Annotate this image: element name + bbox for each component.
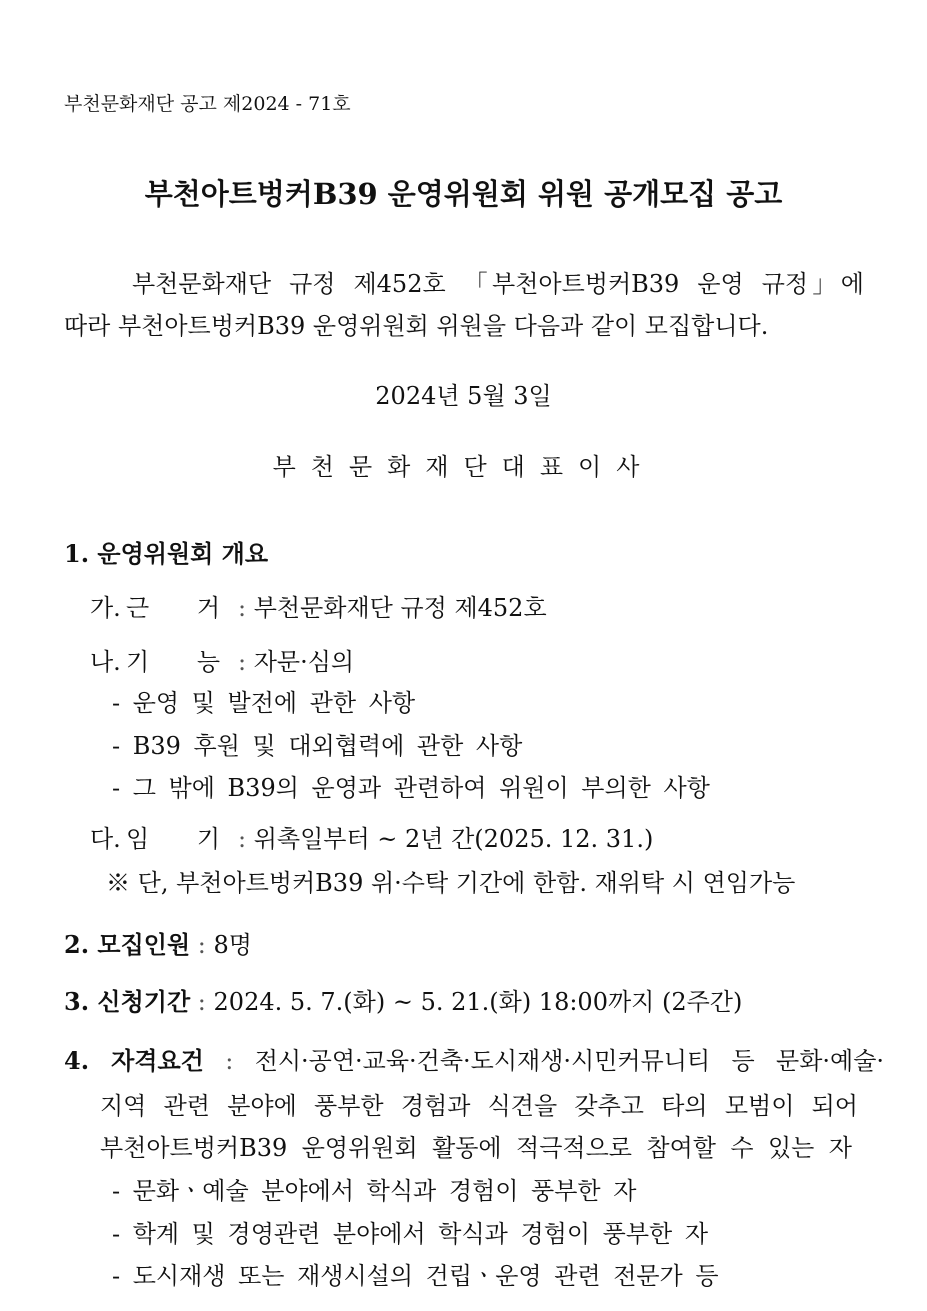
- page-title: 부천아트벙커B39 운영위원회 위원 공개모집 공고: [144, 177, 783, 211]
- term-separator: :: [238, 825, 247, 853]
- application-period: 2024. 5. 7.(화) ~ 5. 21.(화) 18:00까지 (2주간): [213, 988, 743, 1016]
- notice-number: 부천문화재단 공고 제2024 - 71호: [64, 93, 351, 115]
- intro-line-1: 부천문화재단 규정 제452호 「부천아트벙커B39 운영 규정」에: [132, 270, 864, 298]
- term-label: 임 기: [126, 825, 220, 853]
- function-item: - B39 후원 및 대외협력에 관한 사항: [112, 732, 523, 760]
- basis-value: 부천문화재단 규정 제452호: [253, 594, 547, 622]
- basis-label: 근 거: [126, 594, 220, 622]
- recruit-count: 8명: [213, 931, 252, 959]
- qualification-item: - 문화ㆍ예술 분야에서 학식과 경험이 풍부한 자: [112, 1177, 637, 1205]
- basis-row: [90, 592, 547, 624]
- function-marker: 나.: [90, 648, 121, 676]
- section-2-heading: 2. 모집인원: [64, 930, 191, 959]
- signer: 부천문화재단대표이사: [272, 453, 655, 481]
- announcement-date: 2024년 5월 3일: [375, 382, 552, 410]
- section-3-row: [64, 986, 742, 1018]
- qualification-item: - 학계 및 경영관련 분야에서 학식과 경험이 풍부한 자: [112, 1220, 709, 1248]
- qualification-item: - 도시재생 또는 재생시설의 건립ㆍ운영 관련 전문가 등: [112, 1262, 719, 1290]
- section-3-heading: 3. 신청기간: [64, 987, 191, 1016]
- section-4-separator: :: [225, 1047, 234, 1075]
- function-separator: :: [238, 648, 247, 676]
- section-2-separator: :: [197, 931, 206, 959]
- basis-marker: 가.: [90, 594, 121, 622]
- basis-separator: :: [238, 594, 247, 622]
- function-item: - 그 밖에 B39의 운영과 관련하여 위원이 부의한 사항: [112, 774, 710, 802]
- function-label: 기 능: [126, 648, 220, 676]
- function-row: [90, 646, 354, 678]
- section-4-heading: 4. 자격요건: [64, 1046, 204, 1075]
- section-3-separator: :: [197, 988, 206, 1016]
- qualification-line-1: 전시·공연·교육·건축·도시재생·시민커뮤니티 등 문화·예술·: [254, 1047, 885, 1075]
- section-2-row: [64, 929, 252, 961]
- function-item: - 운영 및 발전에 관한 사항: [112, 689, 416, 717]
- intro-line-2: 따라 부천아트벙커B39 운영위원회 위원을 다음과 같이 모집합니다.: [64, 312, 769, 340]
- function-value: 자문·심의: [253, 648, 355, 676]
- qualification-line-2: 지역 관련 분야에 풍부한 경험과 식견을 갖추고 타의 모범이 되어: [100, 1092, 858, 1120]
- term-note: ※ 단, 부천아트벙커B39 위·수탁 기간에 한함. 재위탁 시 연임가능: [106, 869, 796, 897]
- term-value: 위촉일부터 ~ 2년 간(2025. 12. 31.): [253, 825, 654, 853]
- qualification-line-3: 부천아트벙커B39 운영위원회 활동에 적극적으로 참여할 수 있는 자: [100, 1134, 852, 1162]
- section-1-heading: 1. 운영위원회 개요: [64, 539, 269, 568]
- section-4-row: [64, 1045, 884, 1077]
- term-marker: 다.: [90, 825, 121, 853]
- term-row: [90, 823, 653, 855]
